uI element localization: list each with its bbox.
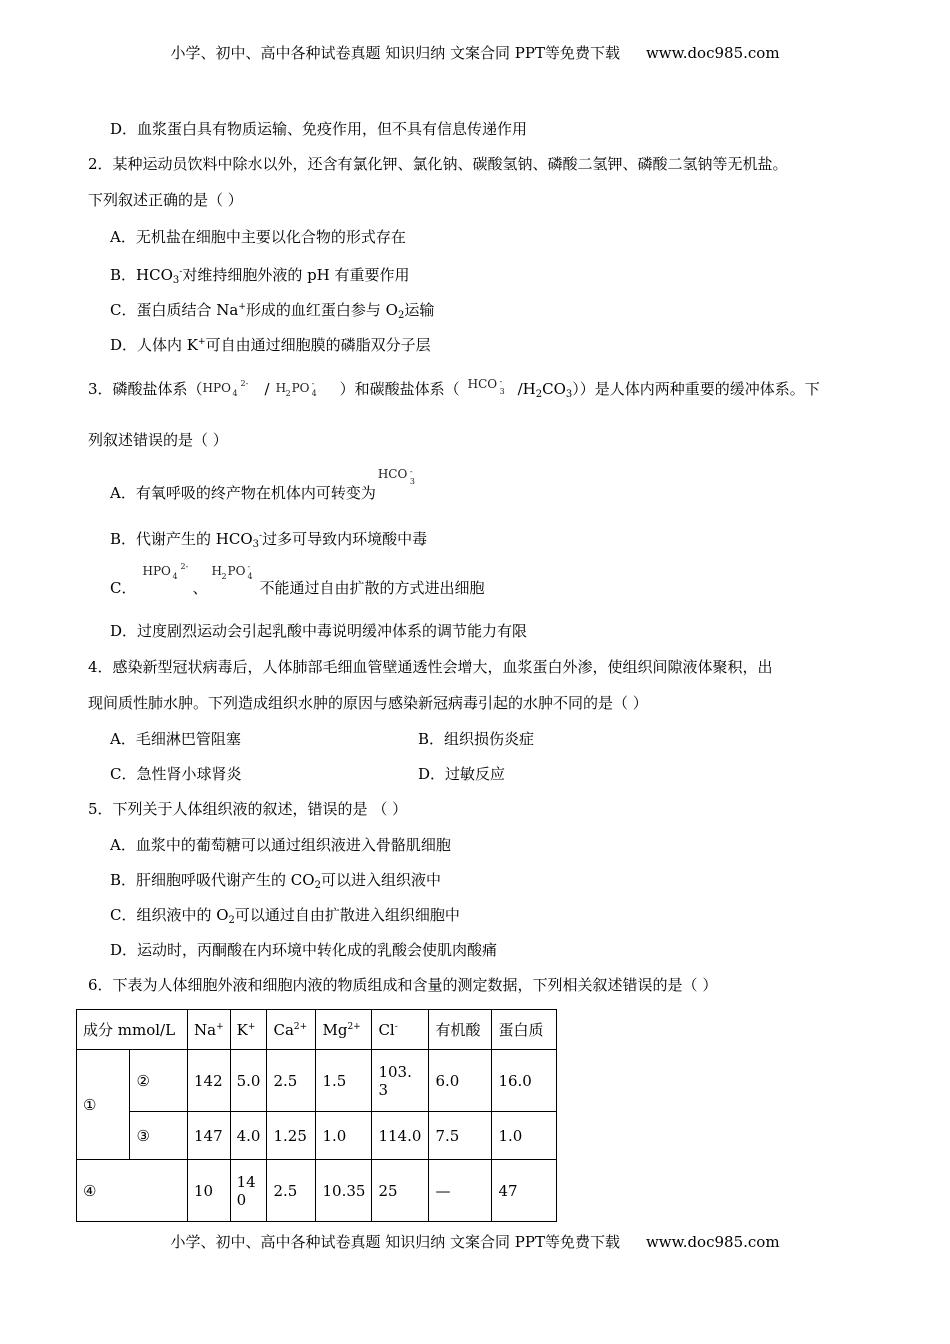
footer-site[interactable]: www.doc985.com (645, 1233, 780, 1251)
table-cell: ② (130, 1050, 188, 1112)
table-cell: 4.0 (230, 1112, 267, 1160)
table-header-cell: K+ (230, 1010, 267, 1050)
table-row (77, 1160, 557, 1222)
q3-option-a: A．有氧呼吸的终产物在机体内可转变为 HCO 3 - (110, 478, 426, 503)
q4-stem-line1: 4．感染新型冠状病毒后，人体肺部毛细血管壁通透性会增大，血浆蛋白外渗，使组织间隙液体聚积，出 (88, 658, 773, 676)
q5-option-b: B．肝细胞呼吸代谢产生的 $CO_2$可以进入组织液中 (110, 871, 441, 891)
q5-stem: 5．下列关于人体组织液的叙述，错误的是 （ ） (88, 800, 408, 818)
table-cell: ③ (130, 1112, 188, 1160)
q3-stem-line2: 列叙述错误的是（ ） (88, 431, 228, 449)
table-cell: 142 (188, 1050, 231, 1112)
table-cell: 1.0 (492, 1112, 557, 1160)
header-site[interactable]: www.doc985.com (645, 44, 780, 62)
h2po4-formula: H 2 PO 4 - (211, 562, 253, 581)
q5-option-c: C．组织液中的 $O_2$可以通过自由扩散进入组织细胞中 (110, 906, 460, 926)
q2-option-c: C．蛋白质结合 Na+形成的血红蛋白参与 $O_2$运输 (110, 301, 435, 321)
q2-option-d: D．人体内 K+可自由通过细胞膜的磷脂双分子层 (110, 336, 431, 354)
table-row (77, 1112, 557, 1160)
table-cell: ④ (77, 1160, 188, 1222)
h2po4-formula: H 2 PO 4 - (275, 379, 317, 398)
table-header-cell: Na+ (188, 1010, 231, 1050)
q4-option-d: D．过敏反应 (418, 765, 506, 783)
table-cell: 1.0 (316, 1112, 372, 1160)
table-cell: 103. 3 (372, 1050, 429, 1112)
q2-option-a: A．无机盐在细胞中主要以化合物的形式存在 (110, 228, 406, 246)
table-header-row (77, 1010, 557, 1050)
q3-option-b: B．代谢产生的 $HCO_3^-$过多可导致内环境酸中毒 (110, 530, 428, 550)
q4-stem-line2: 现间质性肺水肿。下列造成组织水肿的原因与感染新冠病毒引起的水肿不同的是（ ） (88, 694, 648, 712)
hpo4-formula: HPO 4 2- (202, 379, 249, 398)
q6-stem: 6．下表为人体细胞外液和细胞内液的物质组成和含量的测定数据，下列相关叙述错误的是（ ） (88, 976, 718, 994)
composition-table (76, 1009, 557, 1222)
table-cell: ① (77, 1050, 130, 1160)
q3-option-d: D．过度剧烈运动会引起乳酸中毒说明缓冲体系的调节能力有限 (110, 622, 528, 640)
table-header-cell: 成分 mmol/L (77, 1010, 188, 1050)
header-text: 小学、初中、高中各种试卷真题 知识归纳 文案合同 PPT等免费下载 (170, 44, 620, 62)
page-header (0, 42, 950, 63)
table-cell: 10 (188, 1160, 231, 1222)
table-cell: 47 (492, 1160, 557, 1222)
q3-stem-line1: 3．磷酸盐体系（ HPO 4 2- / H 2 PO 4 - ）和碳酸盐体系（ HCO 3 - $/H_2CO_3$））是人体内两种重要的缓冲体系。下 (88, 367, 820, 417)
q4-option-c: C．急性肾小球肾炎 (110, 765, 242, 783)
q4-option-a: A．毛细淋巴管阻塞 (110, 730, 241, 748)
table-cell: 5.0 (230, 1050, 267, 1112)
q1-option-d: D．血浆蛋白具有物质运输、免疫作用，但不具有信息传递作用 (110, 120, 528, 138)
q5-option-a: A．血浆中的葡萄糖可以通过组织液进入骨骼肌细胞 (110, 836, 451, 854)
q3-option-c: C． HPO 4 2- 、 H 2 PO 4 - 不能通过自由扩散的方式进出细胞 (110, 562, 485, 597)
table-cell: 16.0 (492, 1050, 557, 1112)
table-cell: 2.5 (267, 1050, 316, 1112)
q5-option-d: D．运动时，丙酮酸在内环境中转化成的乳酸会使肌肉酸痛 (110, 941, 498, 959)
hco3-formula: HCO 3 - (467, 377, 505, 396)
table-header-cell: 有机酸 (429, 1010, 492, 1050)
table-cell: 25 (372, 1160, 429, 1222)
q2-stem-line1: 2．某种运动员饮料中除水以外，还含有氯化钾、氯化钠、碳酸氢钠、磷酸二氢钾、磷酸二氢钠等无机盐。 (88, 155, 788, 173)
page-footer (0, 1231, 950, 1252)
table-cell: 14 0 (230, 1160, 267, 1222)
footer-text: 小学、初中、高中各种试卷真题 知识归纳 文案合同 PPT等免费下载 (170, 1233, 620, 1251)
q4-option-b: B．组织损伤炎症 (418, 730, 535, 748)
table-cell: 1.5 (316, 1050, 372, 1112)
table-cell: 7.5 (429, 1112, 492, 1160)
table-header-cell: 蛋白质 (492, 1010, 557, 1050)
table-cell: 114.0 (372, 1112, 429, 1160)
table-header-cell: Cl- (372, 1010, 429, 1050)
table-cell: 1.25 (267, 1112, 316, 1160)
q2-stem-line2: 下列叙述正确的是（ ） (88, 191, 243, 209)
table-cell: — (429, 1160, 492, 1222)
table-header-cell: $Ca^{2+}$ (267, 1010, 316, 1050)
table-cell: 10.35 (316, 1160, 372, 1222)
table-cell: 6.0 (429, 1050, 492, 1112)
table-cell: 147 (188, 1112, 231, 1160)
q2-option-b: B．$HCO_3^-$对维持细胞外液的 pH 有重要作用 (110, 266, 410, 286)
table-row (77, 1050, 557, 1112)
table-cell: 2.5 (267, 1160, 316, 1222)
hpo4-formula: HPO 4 2- (142, 562, 189, 581)
table-header-cell: $Mg^{2+}$ (316, 1010, 372, 1050)
hco3-formula: HCO 3 - (377, 467, 415, 486)
